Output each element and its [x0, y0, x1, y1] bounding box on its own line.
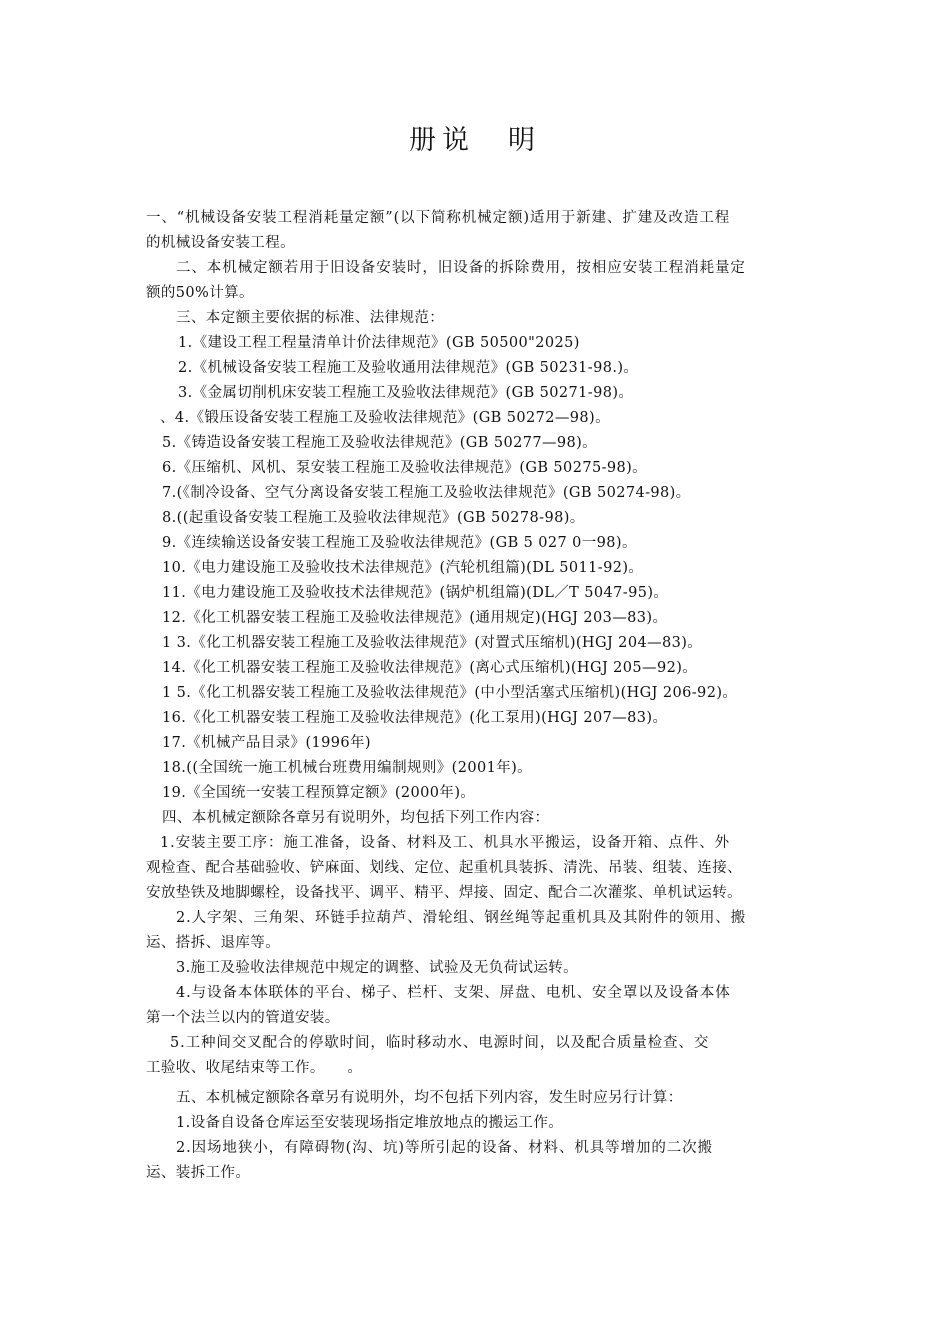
list-item: 19.《全国统一安装工程预算定额》(2000年)。: [162, 785, 476, 801]
paragraph-line: 五、本机械定额除各章另有说明外，均不包括下列内容，发生时应另行计算：: [176, 1090, 683, 1106]
list-item: 1.《建设工程工程量清单计价法律规范》(GB 50500"2025): [178, 335, 580, 351]
paragraph-line: 二、本机械定额若用于旧设备安装时，旧设备的拆除费用，按相应安装工程消耗量定: [176, 260, 746, 276]
paragraph-line: 一、“机械设备安装工程消耗量定额”(以下简称机械定额)适用于新建、扩建及改造工程: [146, 210, 731, 226]
list-item: 、4.《锻压设备安装工程施工及验收法律规范》(GB 50272—98)。: [160, 410, 610, 426]
paragraph-line: 1.设备自设备仓库运至安装现场指定堆放地点的搬运工作。: [176, 1115, 564, 1131]
list-item: 14.《化工机器安装工程施工及验收法律规范》(离心式压缩机)(HGJ 205—92)。: [162, 660, 698, 676]
list-item: 10.《电力建设施工及验收技术法律规范》(汽轮机组篇)(DL 5011-92)。: [162, 560, 644, 576]
list-item: 11.《电力建设施工及验收技术法律规范》(锅炉机组篇)(DL／T 5047-95)。: [162, 585, 669, 601]
paragraph-line: 安放垫铁及地脚螺栓，设备找平、调平、精平、焊接、固定、配合二次灌浆、单机试运转。: [146, 885, 742, 901]
paragraph-line: 四、本机械定额除各章另有说明外，均包括下列工作内容：: [162, 810, 550, 826]
paragraph-line: 2.人字架、三角架、环链手拉葫芦、滑轮组、钢丝绳等起重机具及其附件的领用、搬: [176, 910, 747, 926]
list-item: 17.《机械产品目录》(1996年): [162, 735, 371, 751]
list-item: 2.《机械设备安装工程施工及验收通用法律规范》(GB 50231-98.)。: [178, 360, 639, 376]
list-item: 1 3.《化工机器安装工程施工及验收法律规范》(对置式压缩机)(HGJ 204—83)。: [162, 635, 703, 651]
list-item: 12.《化工机器安装工程施工及验收法律规范》(通用规定)(HGJ 203—83)。: [162, 610, 668, 626]
paragraph-line: 运、装拆工作。: [146, 1165, 251, 1181]
paragraph-line: 1.安装主要工序：施工准备，设备、材料及工、机具水平搬运，设备开箱、点件、外: [160, 835, 731, 851]
paragraph-line: 运、搭拆、退库等。: [146, 935, 281, 951]
paragraph-line: 4.与设备本体联体的平台、梯子、栏杆、支架、屏盘、电机、安全罩以及设备本体: [176, 985, 731, 1001]
list-item: 7.(《制冷设备、空气分离设备安装工程施工及验收法律规范》(GB 50274-98)。: [162, 485, 691, 501]
paragraph-line: 额的50%计算。: [146, 285, 254, 301]
list-item: 8.((起重设备安装工程施工及验收法律规范》(GB 50278-98)。: [162, 510, 585, 526]
paragraph-line: 5.工种间交叉配合的停歇时间，临时移动水、电源时间，以及配合质量检查、交: [170, 1035, 710, 1051]
paragraph-line: 2.因场地狭小，有障碍物(沟、坑)等所引起的设备、材料、机具等增加的二次搬: [176, 1140, 713, 1156]
paragraph-line: 观检查、配合基础验收、铲麻面、划线、定位、起重机具装拆、清洗、吊装、组装、连接、: [146, 860, 742, 876]
list-item: 18.((全国统一施工机械台班费用编制规则》(2001年)。: [162, 760, 533, 776]
paragraph-line: 的机械设备安装工程。: [146, 235, 295, 251]
paragraph-line: 第一个法兰以内的管道安装。: [146, 1010, 340, 1026]
page-title: 册说 明: [409, 125, 541, 156]
list-item: 1 5.《化工机器安装工程施工及验收法律规范》(中小型活塞式压缩机)(HGJ 206-92)。: [162, 685, 738, 701]
paragraph-line: 工验收、收尾结束等工作。 。: [146, 1060, 363, 1076]
paragraph-line: 3.施工及验收法律规范中规定的调整、试验及无负荷试运转。: [176, 960, 579, 976]
list-item: 3.《金属切削机床安装工程施工及验收法律规范》(GB 50271-98)。: [178, 385, 634, 401]
list-item: 9.《连续输送设备安装工程施工及验收法律规范》(GB 5 027 0一98)。: [162, 535, 637, 551]
list-item: 5.《铸造设备安装工程施工及验收法律规范》(GB 50277—98)。: [162, 435, 598, 451]
list-item: 16.《化工机器安装工程施工及验收法律规范》(化工泵用)(HGJ 207—83)。: [162, 710, 668, 726]
list-item: 6.《压缩机、风机、泵安装工程施工及验收法律规范》(GB 50275-98)。: [162, 460, 648, 476]
paragraph-line: 三、本定额主要依据的标准、法律规范：: [176, 310, 445, 326]
